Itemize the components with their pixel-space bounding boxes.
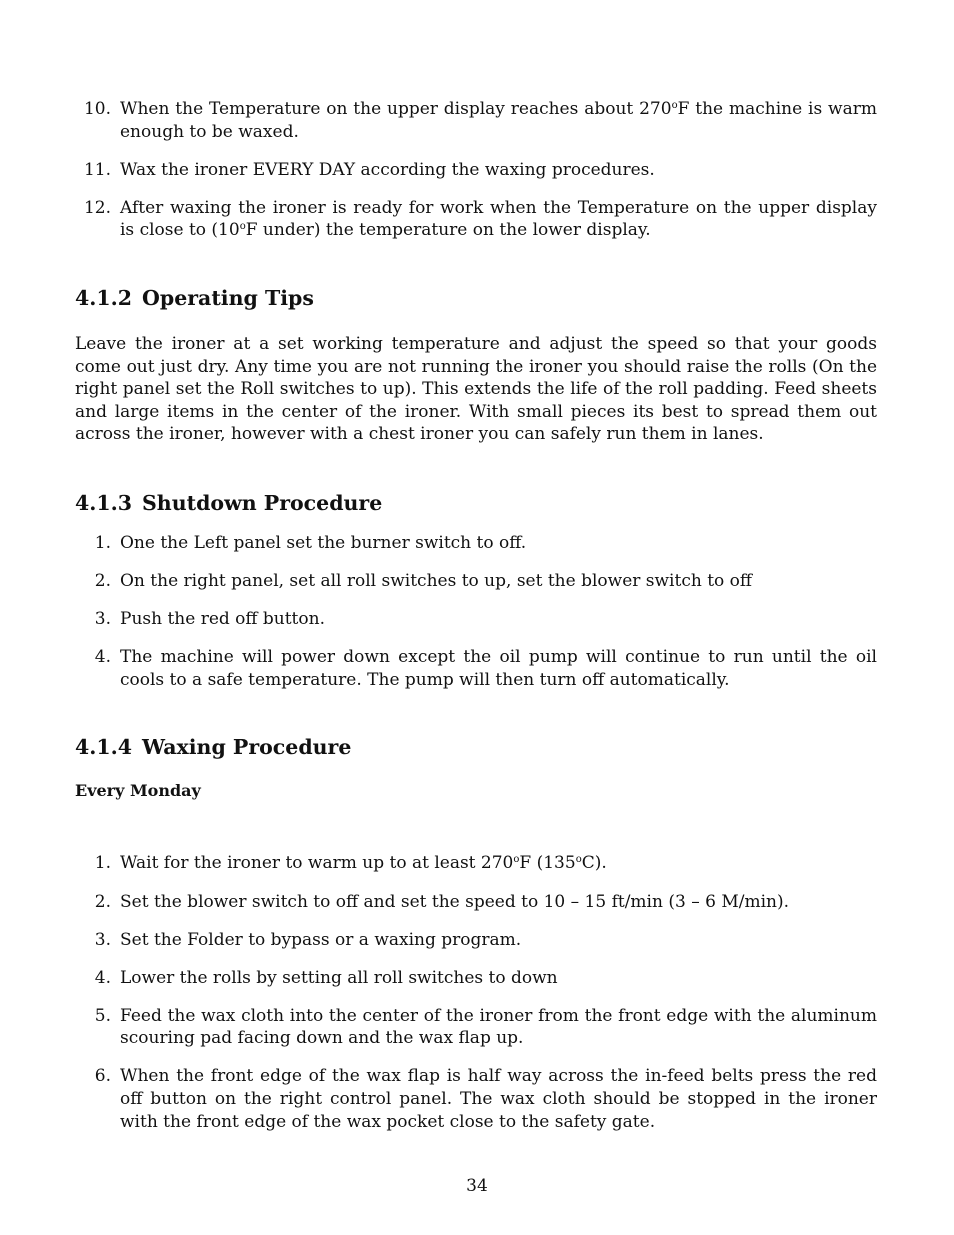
- list-text: Lower the rolls by setting all roll switches to down: [120, 967, 558, 988]
- list-number: 2.: [94, 891, 111, 912]
- list-item: [75, 532, 877, 555]
- list-number: 6.: [94, 1066, 111, 1087]
- list-number: 10.: [83, 99, 111, 119]
- section-heading-shutdown: [75, 490, 877, 516]
- list-item: [75, 197, 877, 242]
- operating-tips-paragraph: Leave the ironer at a set working temperature and adjust the speed so that your goods come out just dry. Any time you are not running the ironer you should raise the rolls (On the right panel set the Roll switches to up). This extends the life of the roll padding. Feed sheets and large items in the center of the ironer. With small pieces its best to spread them out across the ironer, however with a chest ironer you can safely run them in lanes.: [75, 333, 877, 445]
- list-number: 1.: [94, 532, 111, 553]
- list-number: 11.: [83, 159, 111, 180]
- list-text: The machine will power down except the oil pump will continue to run until the oil cools to a safe temperature. The pump will then turn off automatically.: [120, 647, 877, 690]
- list-text: Push the red off button.: [120, 609, 325, 630]
- list-item: [75, 570, 877, 593]
- section-heading-operating-tips: [75, 285, 877, 311]
- list-number: 1.: [94, 853, 111, 874]
- list-item: [75, 891, 877, 914]
- list-item: [75, 1065, 877, 1133]
- list-item: [75, 159, 877, 182]
- list-text: Wax the ironer EVERY DAY according the waxing procedures.: [120, 159, 655, 180]
- subheading-every-monday: Every Monday: [75, 781, 201, 801]
- section-title: Operating Tips: [142, 285, 314, 310]
- list-text: After waxing the ironer is ready for work when the Temperature on the upper display is close to (10$^o$F under) the temperature on the lower display.: [120, 197, 877, 241]
- section-number: 4.1.4: [75, 735, 133, 760]
- waxing-steps-list: [75, 852, 877, 1133]
- list-item: [75, 608, 877, 631]
- list-number: 5.: [94, 1005, 111, 1026]
- list-number: 12.: [83, 197, 111, 218]
- list-text: One the Left panel set the burner switch to off.: [120, 532, 527, 553]
- shutdown-steps-list: [75, 532, 877, 691]
- list-text: On the right panel, set all roll switches to up, set the blower switch to off: [120, 571, 752, 592]
- list-number: 3.: [94, 609, 111, 630]
- list-item: [75, 929, 877, 952]
- list-text: When the Temperature on the upper display reaches about 270$^o$F the machine is warm enough to be waxed.: [120, 99, 877, 142]
- list-text: Set the Folder to bypass or a waxing program.: [120, 929, 522, 950]
- list-number: 3.: [94, 929, 111, 950]
- list-item: [75, 1005, 877, 1050]
- list-number: 2.: [94, 571, 111, 592]
- list-number: 4.: [94, 647, 111, 668]
- document-page: [75, 98, 877, 1133]
- list-number: 4.: [94, 967, 111, 988]
- list-text: When the front edge of the wax flap is half way across the in-feed belts press the red off button on the right control panel. The wax cloth should be stopped in the ironer with the front edge of the wax pocket close to the safety gate.: [120, 1066, 877, 1132]
- page-number: 34: [466, 1176, 488, 1196]
- startup-steps-list: [75, 98, 877, 242]
- section-number: 4.1.2: [75, 285, 133, 310]
- section-title: Shutdown Procedure: [142, 490, 383, 515]
- section-heading-waxing: [75, 734, 877, 760]
- list-item: [75, 852, 877, 875]
- section-number: 4.1.3: [75, 490, 133, 515]
- list-text: Wait for the ironer to warm up to at least 270$^o$F (135$^o$C).: [120, 853, 607, 874]
- list-item: [75, 967, 877, 990]
- list-item: [75, 646, 877, 691]
- section-title: Waxing Procedure: [142, 735, 352, 760]
- list-text: Set the blower switch to off and set the speed to 10 – 15 ft/min (3 – 6 M/min).: [120, 891, 789, 912]
- list-item: [75, 98, 877, 143]
- list-text: Feed the wax cloth into the center of the ironer from the front edge with the aluminum scouring pad facing down and the wax flap up.: [120, 1005, 877, 1049]
